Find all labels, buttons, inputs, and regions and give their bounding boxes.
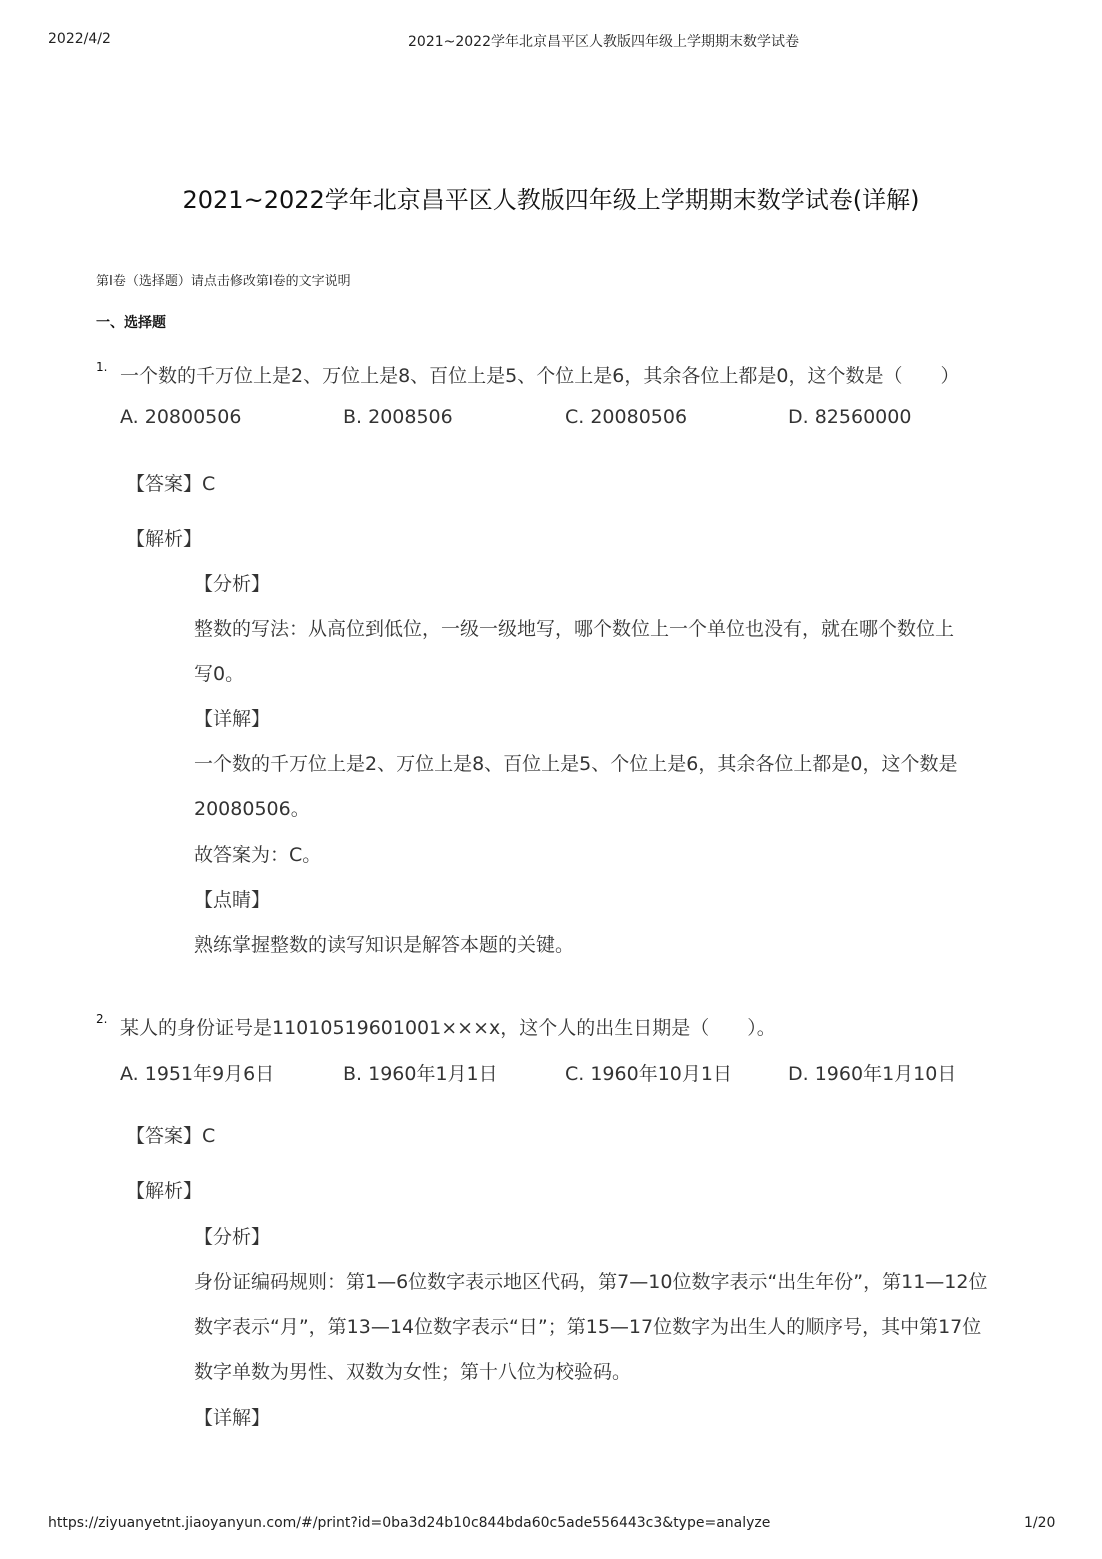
option-c: C. 1960年10月1日 <box>565 1063 732 1085</box>
header-doc-title: 2021~2022学年北京昌平区人教版四年级上学期期末数学试卷 <box>408 34 799 50</box>
fenxi-label: 【分析】 <box>194 573 271 595</box>
fenxi-text-line: 身份证编码规则：第1—6位数字表示地区代码，第7—10位数字表示“出生年份”，第11—12位 <box>194 1271 988 1293</box>
dianjing-label: 【点睛】 <box>194 889 271 911</box>
fenxi-text-line: 写0。 <box>194 663 245 685</box>
xiangjie-label: 【详解】 <box>194 1407 271 1429</box>
fenxi-text-line: 数字单数为男性、双数为女性；第十八位为校验码。 <box>194 1361 632 1383</box>
option-c: C. 20080506 <box>565 406 688 428</box>
xiangjie-label: 【详解】 <box>194 708 271 730</box>
section-heading: 一、选择题 <box>96 315 166 331</box>
volume-note: 第Ⅰ卷（选择题）请点击修改第Ⅰ卷的文字说明 <box>96 274 351 289</box>
option-a: A. 20800506 <box>120 406 242 428</box>
fenxi-label: 【分析】 <box>194 1226 271 1248</box>
page-number: 1/20 <box>1024 1515 1056 1531</box>
option-d: D. 1960年1月10日 <box>788 1063 957 1085</box>
option-a: A. 1951年9月6日 <box>120 1063 275 1085</box>
dianjing-text-line: 熟练掌握整数的读写知识是解答本题的关键。 <box>194 934 575 956</box>
xiangjie-text-line: 20080506。 <box>194 798 310 820</box>
footer-url: https://ziyuanyetnt.jiaoyanyun.com/#/print?id=0ba3d24b10c844bda60c5ade556443c3&type=analyze <box>48 1515 771 1531</box>
option-b: B. 1960年1月1日 <box>343 1063 498 1085</box>
answer: 【答案】C <box>126 473 216 495</box>
option-b: B. 2008506 <box>343 406 453 428</box>
option-d: D. 82560000 <box>788 406 912 428</box>
analysis-label: 【解析】 <box>126 528 203 550</box>
xiangjie-text-line: 一个数的千万位上是2、万位上是8、百位上是5、个位上是6，其余各位上都是0，这个数是 <box>194 753 958 775</box>
fenxi-text-line: 整数的写法：从高位到低位，一级一级地写，哪个数位上一个单位也没有，就在哪个数位上 <box>194 618 955 640</box>
answer: 【答案】C <box>126 1125 216 1147</box>
question-number: 2. <box>96 1012 108 1026</box>
xiangjie-text-line: 故答案为：C。 <box>194 844 322 866</box>
question-number: 1. <box>96 360 108 374</box>
question-stem: 一个数的千万位上是2、万位上是8、百位上是5、个位上是6，其余各位上都是0，这个数是（ ） <box>120 365 960 387</box>
page-title: 2021~2022学年北京昌平区人教版四年级上学期期末数学试卷(详解) <box>182 186 920 214</box>
question-stem: 某人的身份证号是11010519601001×××x，这个人的出生日期是（ ）。 <box>120 1017 776 1039</box>
header-date: 2022/4/2 <box>48 31 111 47</box>
fenxi-text-line: 数字表示“月”，第13—14位数字表示“日”；第15—17位数字为出生人的顺序号，其中第17位 <box>194 1316 982 1338</box>
analysis-label: 【解析】 <box>126 1180 203 1202</box>
